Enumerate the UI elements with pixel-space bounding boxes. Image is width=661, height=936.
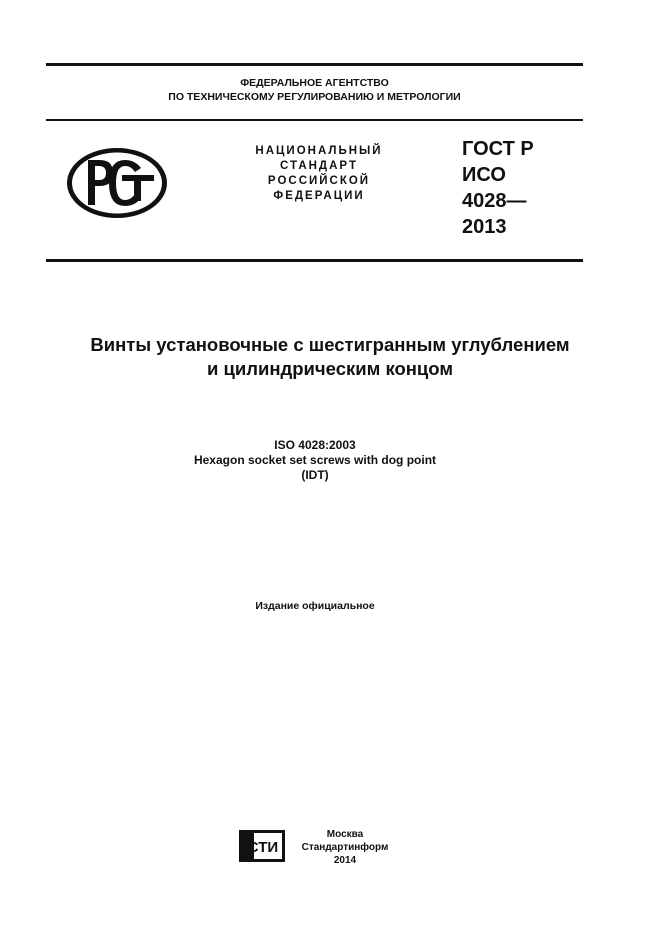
top-rule (46, 63, 583, 66)
agency-line-1: ФЕДЕРАЛЬНОЕ АГЕНТСТВО (240, 77, 389, 89)
standard-type (244, 144, 394, 204)
designation-line-3: 4028— (462, 190, 527, 212)
iso-code: ISO 4028:2003 (274, 438, 356, 452)
standard-type-line-1: НАЦИОНАЛЬНЫЙ (255, 145, 383, 157)
agency-header (46, 76, 583, 104)
edition-label: Издание официальное (255, 600, 375, 612)
document-title (30, 333, 630, 381)
publisher-block (296, 828, 394, 867)
publisher-city: Москва (326, 829, 364, 840)
iso-reference (30, 438, 600, 483)
designation-line-1: ГОСТ Р (462, 138, 534, 160)
standard-designation (462, 136, 534, 240)
header-bottom-rule (46, 259, 583, 262)
iso-degree: (IDT) (301, 468, 329, 482)
rst-logo-icon (64, 145, 170, 221)
agency-line-2: ПО ТЕХНИЧЕСКОМУ РЕГУЛИРОВАНИЮ И МЕТРОЛОГИИ (168, 91, 461, 103)
designation-line-2: ИСО (462, 164, 506, 186)
iso-english-title: Hexagon socket set screws with dog point (193, 453, 437, 467)
standard-type-line-4: ФЕДЕРАЦИИ (273, 190, 365, 202)
publisher-year: 2014 (333, 855, 357, 866)
designation-line-4: 2013 (462, 216, 507, 238)
title-line-2: и цилиндрическим концом (206, 358, 454, 379)
title-line-1: Винты установочные с шестигранным углублением (90, 334, 570, 355)
standard-type-line-3: РОССИЙСКОЙ (267, 175, 371, 187)
standard-type-line-2: СТАНДАРТ (280, 160, 358, 172)
header-divider (46, 119, 583, 121)
publisher-logo-text: СТИ (247, 839, 279, 856)
standartinform-logo-icon (239, 830, 285, 862)
publisher-name: Стандартинформ (301, 842, 389, 853)
